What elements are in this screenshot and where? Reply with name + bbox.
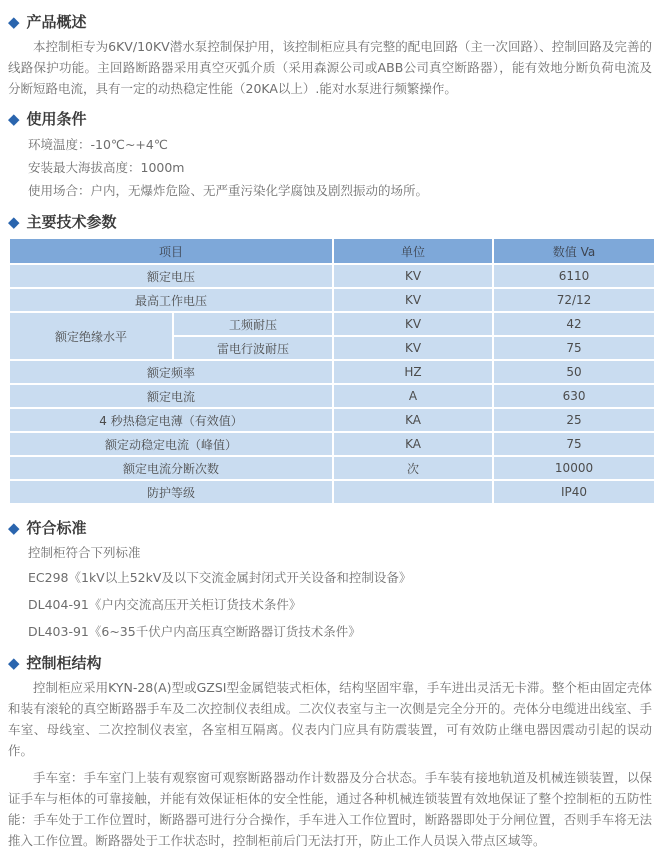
diamond-bullet-icon: ◆	[8, 519, 20, 537]
param-item-cell: 额定动稳定电流（峰值）	[10, 433, 332, 455]
table-row	[10, 385, 654, 407]
section-title: 主要技术参数	[26, 213, 117, 231]
section-heading-structure	[8, 653, 652, 673]
param-item-cell: 额定电流分断次数	[10, 457, 332, 479]
table-row	[10, 361, 654, 383]
condition-item: 环境温度：-10℃~+4℃	[28, 137, 168, 152]
diamond-bullet-icon: ◆	[8, 13, 20, 31]
param-unit-cell: KV	[334, 337, 492, 359]
header-unit-cell: 单位	[334, 239, 492, 263]
param-unit-cell: A	[334, 385, 492, 407]
param-unit-cell: KV	[334, 289, 492, 311]
standard-item: EC298《1kV以上52kV及以下交流金属封闭式开关设备和控制设备》	[28, 570, 412, 585]
table-row	[10, 433, 654, 455]
param-item-cell: 额定频率	[10, 361, 332, 383]
param-unit-cell: KV	[334, 265, 492, 287]
param-unit-cell: KA	[334, 433, 492, 455]
standard-item: DL404-91《户内交流高压开关柜订货技术条件》	[28, 597, 302, 612]
param-unit-cell: HZ	[334, 361, 492, 383]
param-value-cell: 25	[494, 409, 654, 431]
param-item-cell: 额定电压	[10, 265, 332, 287]
param-value-cell: 75	[494, 337, 654, 359]
param-unit-cell	[334, 481, 492, 503]
table-row	[10, 457, 654, 479]
param-unit-cell: KA	[334, 409, 492, 431]
section-heading-standards	[8, 518, 652, 538]
table-row	[10, 289, 654, 311]
param-unit-cell: KV	[334, 313, 492, 335]
standard-item: DL403-91《6~35千伏户内高压真空断路器订货技术条件》	[28, 624, 361, 639]
param-value-cell: 72/12	[494, 289, 654, 311]
condition-item: 安装最大海拔高度：1000m	[28, 160, 185, 175]
section-heading-overview	[8, 12, 652, 32]
table-row	[10, 313, 654, 335]
param-group-cell: 额定绝缘水平	[10, 313, 172, 359]
table-row	[10, 409, 654, 431]
param-item-cell: 4 秒热稳定电薄（有效值）	[10, 409, 332, 431]
param-unit-cell: 次	[334, 457, 492, 479]
section-heading-parameters	[8, 212, 652, 232]
param-value-cell: 50	[494, 361, 654, 383]
table-header-row	[10, 239, 654, 263]
param-item-cell: 最高工作电压	[10, 289, 332, 311]
param-item-cell: 工频耐压	[174, 313, 332, 335]
param-value-cell: 630	[494, 385, 654, 407]
technical-parameters-table	[8, 237, 656, 505]
overview-paragraph: 本控制柜专为6KV/10KV潜水泵控制保护用，该控制柜应具有完整的配电回路（主一次回路）、控制回路及完善的线路保护功能。主回路断路器采用真空灭弧介质（采用森源公司或ABB公司真空断路器），能有效地分断负荷电流及分断短路电流，具有一定的动热稳定性能（20KA以上）.能对水泵进行频繁操作。	[8, 39, 652, 96]
diamond-bullet-icon: ◆	[8, 213, 20, 231]
param-value-cell: 10000	[494, 457, 654, 479]
section-title: 产品概述	[26, 13, 87, 31]
section-heading-conditions	[8, 109, 652, 129]
section-title: 控制柜结构	[26, 654, 102, 672]
param-item-cell: 防护等级	[10, 481, 332, 503]
header-item-cell: 项目	[10, 239, 332, 263]
param-value-cell: 6110	[494, 265, 654, 287]
param-item-cell: 雷电行波耐压	[174, 337, 332, 359]
condition-item: 使用场合：户内，无爆炸危险、无严重污染化学腐蚀及剧烈振动的场所。	[28, 183, 429, 198]
standards-intro: 控制柜符合下列标准	[28, 545, 141, 560]
structure-paragraph: 控制柜应采用KYN-28(A)型或GZSI型金属铠装式柜体，结构坚固牢靠，手车进出灵活无卡滞。整个柜由固定壳体和装有滚轮的真空断路器手车及二次控制仪表组成。二次仪表室与主一次侧是完全分开的。壳体分电缆进出线室、手车室、母线室、二次控制仪表室，各室相互隔离。仪表内门应具有防震装置，可有效防止继电器因震动引起的误动作。	[8, 680, 652, 758]
diamond-bullet-icon: ◆	[8, 110, 20, 128]
header-value-cell: 数值 Va	[494, 239, 654, 263]
param-value-cell: IP40	[494, 481, 654, 503]
param-value-cell: 75	[494, 433, 654, 455]
structure-paragraph: 手车室：手车室门上装有观察窗可观察断路器动作计数器及分合状态。手车装有接地轨道及机械连锁装置，以保证手车与柜体的可靠接触，并能有效保证柜体的安全性能，通过各种机械连锁装置有效地保证了整个控制柜的五防性能：手车处于工作位置时，断路器可进行分合操作，手车进入工作位置时，断路器即处于分闸位置，否则手车将无法推入工作位置。断路器处于工作状态时，控制柜前后门无法打开，防止工作人员误入带点区域等。	[8, 770, 652, 848]
param-item-cell: 额定电流	[10, 385, 332, 407]
diamond-bullet-icon: ◆	[8, 654, 20, 672]
table-row	[10, 265, 654, 287]
section-title: 使用条件	[26, 110, 87, 128]
table-row	[10, 481, 654, 503]
section-title: 符合标准	[26, 519, 87, 537]
param-value-cell: 42	[494, 313, 654, 335]
